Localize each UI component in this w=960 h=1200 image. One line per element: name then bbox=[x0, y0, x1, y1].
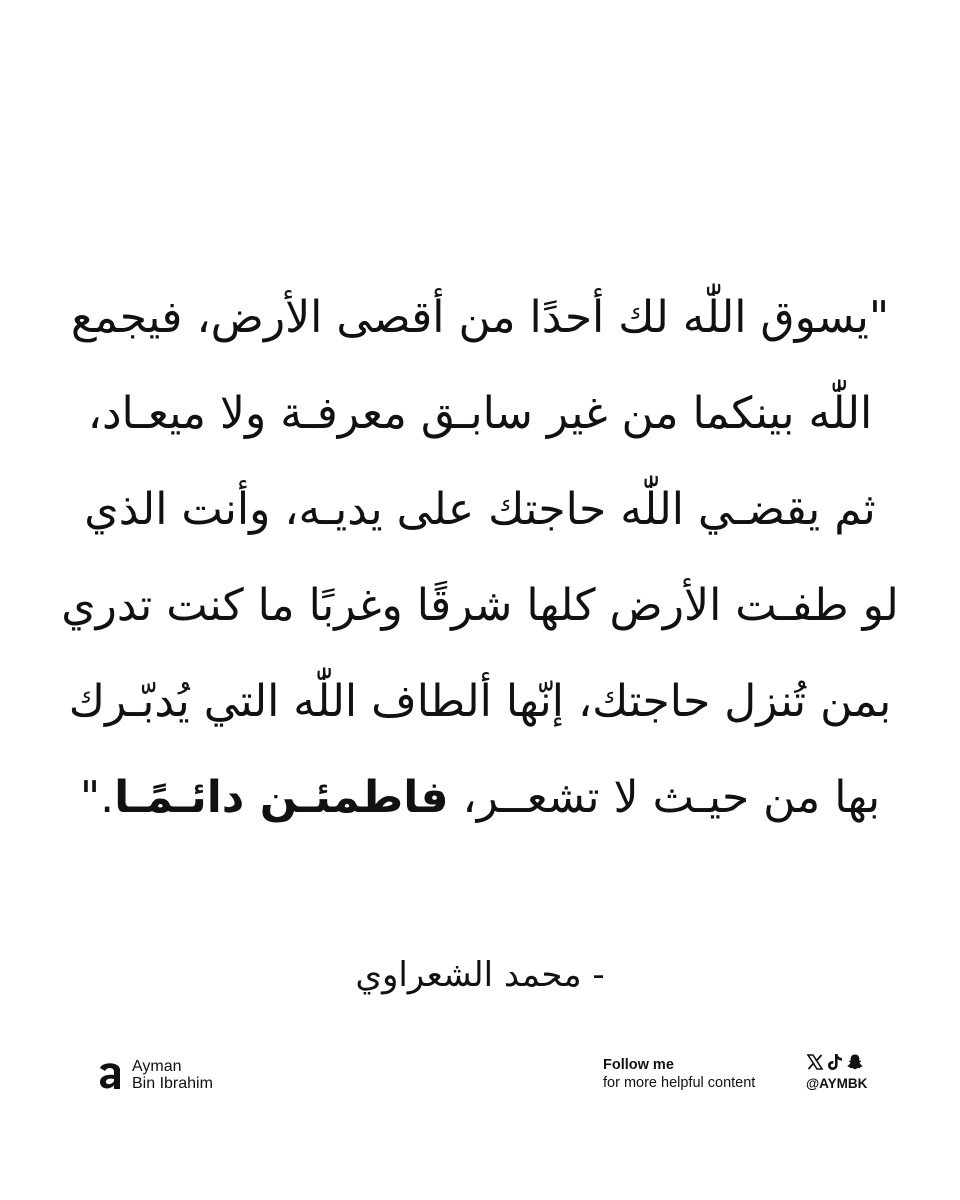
snapchat-icon[interactable] bbox=[846, 1053, 864, 1071]
follow-subtitle: for more helpful content bbox=[603, 1075, 756, 1091]
quote-line-1: "يسوق اللّٰه لك أحدًا من أقصى الأرض، فيجمع bbox=[70, 292, 890, 343]
brand-name-line2: Bin Ibrahim bbox=[132, 1075, 213, 1092]
quote-last-regular: بها من حيـث لا تشعــر، bbox=[448, 772, 881, 823]
quote-line-3: ثم يقضـي اللّٰه حاجتك على يديـه، وأنت الذي bbox=[84, 484, 876, 535]
quote-line-4: لو طفـت الأرض كلها شرقًا وغربًا ما كنت تدري bbox=[61, 580, 899, 631]
quote-line-2: اللّٰه بينكما من غير سابـق معرفـة ولا ميعـاد، bbox=[87, 388, 873, 439]
quote-line-6 bbox=[60, 750, 900, 846]
brand-name-line1: Ayman bbox=[132, 1058, 182, 1075]
quote-block bbox=[60, 270, 900, 846]
quote-line-5: بمن تُنزل حاجتك، إنّها ألطاف اللّٰه التي يُدبّـرك bbox=[68, 676, 892, 727]
social-block bbox=[806, 1052, 867, 1094]
quote-last-bold: فاطمئـن دائـمًـا bbox=[114, 772, 449, 823]
follow-cta bbox=[603, 1056, 755, 1092]
social-icons bbox=[806, 1052, 867, 1072]
follow-title: Follow me bbox=[603, 1057, 674, 1073]
brand-name bbox=[132, 1058, 213, 1092]
quote-author: - محمد الشعراوي bbox=[355, 955, 605, 995]
x-icon[interactable] bbox=[806, 1053, 824, 1071]
tiktok-icon[interactable] bbox=[827, 1053, 843, 1071]
brand bbox=[97, 1058, 213, 1092]
footer bbox=[0, 1052, 960, 1102]
brand-logo-icon bbox=[97, 1060, 123, 1090]
quote-last-end: ." bbox=[79, 772, 115, 823]
social-handle[interactable]: @AYMBK bbox=[806, 1076, 868, 1091]
